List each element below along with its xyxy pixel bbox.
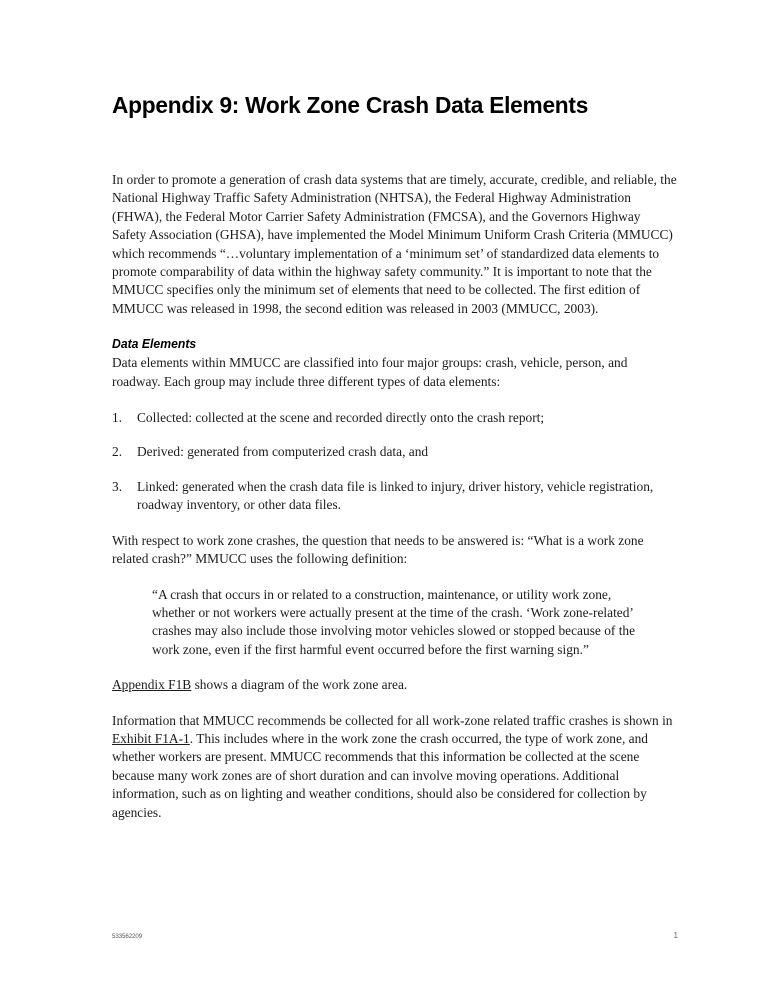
list-item-marker: 2. — [112, 444, 123, 460]
final-paragraph-trailing-text: . This includes where in the work zone the crash occurred, the type of work zone, and whether workers are present. MMUCC recommends that this information be collected at the scene because many work zones are of short duration and can involve moving operations. Additional information, such as on lighting and weather conditions, should also be considered for collection by agencies. — [112, 730, 648, 820]
list-item — [112, 478, 678, 515]
page-footer — [112, 932, 678, 946]
definition-blockquote — [112, 569, 652, 660]
data-element-types-list — [112, 409, 678, 515]
document-id: 533562209 — [112, 933, 143, 940]
list-item-marker: 3. — [112, 478, 123, 494]
list-item — [112, 409, 678, 427]
list-item — [112, 443, 678, 461]
definition-lead-paragraph: With respect to work zone crashes, the question that needs to be answered is: “What is a work zone related crash?” MMUCC uses the following definition: — [112, 532, 644, 567]
appendix-reference-trailing-text: shows a diagram of the work zone area. — [191, 677, 408, 693]
exhibit-f1a-1-link[interactable]: Exhibit F1A-1 — [112, 730, 190, 746]
document-content — [112, 0, 678, 822]
appendix-f1b-link[interactable]: Appendix F1B — [112, 677, 192, 693]
section-heading-data-elements: Data Elements — [112, 337, 197, 352]
list-item-marker: 1. — [112, 410, 123, 426]
definition-quote-text: “A crash that occurs in or related to a construction, maintenance, or utility work zone, whether or not workers were actually present at the time of the crash. ‘Work zone-related’ crashes may also include those involving motor vehicles slowed or stopped because of the work zone, even if the first harmful event occurred before the first warning sign.” — [152, 586, 636, 657]
list-item-text: Collected: collected at the scene and recorded directly onto the crash report; — [137, 410, 545, 426]
list-item-text: Linked: generated when the crash data file is linked to injury, driver history, vehicle registration, roadway inventory, or other data files. — [137, 478, 654, 513]
section-intro-paragraph: Data elements within MMUCC are classified into four major groups: crash, vehicle, person, and roadway. Each group may include three different types of data elements: — [112, 355, 628, 389]
appendix-reference-paragraph — [112, 676, 678, 694]
list-item-text: Derived: generated from computerized crash data, and — [137, 444, 429, 460]
page-title: Appendix 9: Work Zone Crash Data Elements — [112, 92, 589, 118]
final-paragraph-lead-text: Information that MMUCC recommends be collected for all work-zone related traffic crashes is shown in — [112, 712, 673, 728]
intro-paragraph: In order to promote a generation of crash data systems that are timely, accurate, credible, and reliable, the National Highway Traffic Safety Administration (NHTSA), the Federal Highway Administration (FHWA), the Federal Motor Carrier Safety Administration (FMCSA), and the Governors Highway Safety Association (GHSA), have implemented the Model Minimum Uniform Crash Criteria (MMUCC) which recommends “…voluntary implementation of a ‘minimum set’ of standardized data elements to promote comparability of data within the highway safety community.” It is important to note that the MMUCC specifies only the minimum set of elements that need to be collected. The first edition of MMUCC was released in 1998, the second edition was released in 2003 (MMUCC, 2003). — [112, 172, 677, 316]
final-paragraph — [112, 712, 678, 822]
page-number: 1 — [673, 931, 678, 940]
